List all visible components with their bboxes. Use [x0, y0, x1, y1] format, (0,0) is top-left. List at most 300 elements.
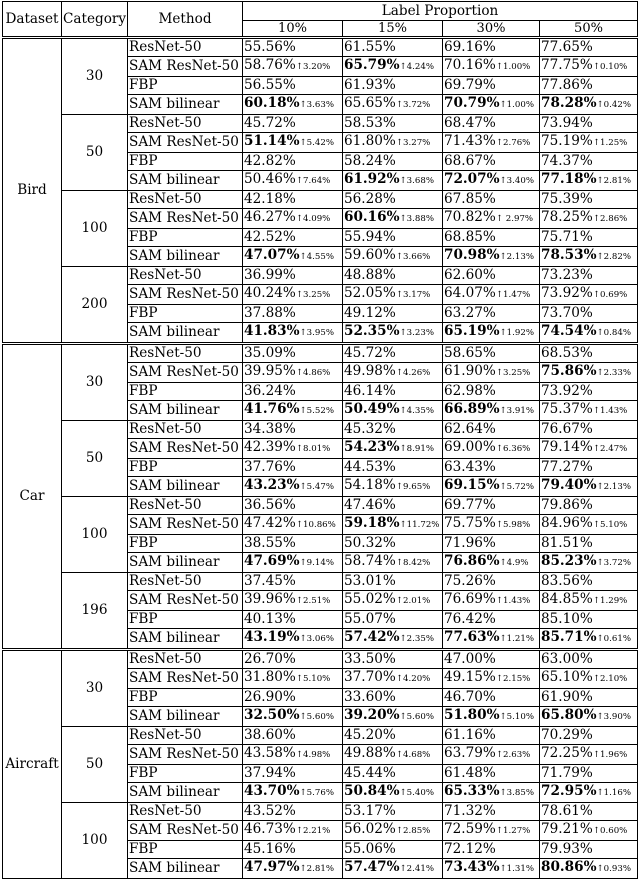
- improvement-delta: ↑ 2.97%: [495, 214, 534, 224]
- improvement-delta: ↑3.25%: [495, 368, 531, 378]
- improvement-delta: ↑3.25%: [295, 290, 331, 300]
- accuracy-value: 76.86%: [444, 553, 500, 569]
- accuracy-value: 51.14%: [244, 133, 300, 149]
- value-cell: [343, 38, 443, 57]
- improvement-delta: ↑2.81%: [596, 176, 631, 186]
- accuracy-value: 49.15%: [444, 669, 496, 685]
- improvement-delta: ↑4.9%: [499, 558, 529, 568]
- accuracy-value: 61.90%: [541, 689, 593, 705]
- proportion-header-15: 15%: [343, 21, 443, 38]
- value-cell: [243, 859, 343, 879]
- accuracy-value: 42.39%: [244, 439, 296, 455]
- value-cell: [443, 323, 540, 344]
- value-cell: [343, 553, 443, 573]
- accuracy-value: 26.70%: [244, 651, 296, 667]
- improvement-delta: ↑4.86%: [295, 368, 331, 378]
- value-cell: [443, 859, 540, 879]
- value-cell: [540, 95, 638, 115]
- accuracy-value: 58.74%: [344, 553, 396, 569]
- method-cell: SAM bilinear: [128, 707, 243, 727]
- value-cell: [243, 229, 343, 247]
- improvement-delta: ↑8.42%: [395, 558, 431, 568]
- value-cell: [443, 115, 540, 133]
- value-cell: [443, 803, 540, 821]
- table-row: [3, 421, 638, 439]
- improvement-delta: ↑3.63%: [299, 100, 334, 110]
- accuracy-value: 36.24%: [244, 383, 296, 399]
- value-cell: [243, 841, 343, 859]
- improvement-delta: ↑4.09%: [295, 214, 331, 224]
- value-cell: [443, 229, 540, 247]
- value-cell: [540, 247, 638, 267]
- accuracy-value: 84.96%: [541, 515, 593, 531]
- accuracy-value: 74.54%: [541, 323, 597, 339]
- value-cell: [343, 133, 443, 153]
- accuracy-value: 61.93%: [344, 77, 396, 93]
- value-cell: [540, 727, 638, 745]
- accuracy-value: 34.38%: [244, 421, 296, 437]
- accuracy-value: 68.53%: [541, 345, 593, 361]
- accuracy-value: 79.14%: [541, 439, 593, 455]
- value-cell: [243, 285, 343, 305]
- accuracy-value: 63.00%: [541, 651, 593, 667]
- improvement-delta: ↑5.98%: [495, 520, 531, 530]
- method-cell: SAM bilinear: [128, 401, 243, 421]
- accuracy-value: 65.65%: [344, 95, 396, 111]
- accuracy-value: 68.47%: [444, 115, 496, 131]
- accuracy-value: 43.19%: [244, 629, 300, 645]
- value-cell: [343, 477, 443, 497]
- accuracy-value: 55.56%: [244, 39, 296, 55]
- value-cell: [243, 745, 343, 765]
- improvement-delta: ↑5.60%: [299, 712, 334, 722]
- method-cell: SAM ResNet-50: [128, 133, 243, 153]
- method-cell: SAM bilinear: [128, 783, 243, 803]
- value-cell: [243, 459, 343, 477]
- accuracy-value: 42.52%: [244, 229, 296, 245]
- improvement-delta: ↑2.82%: [596, 252, 631, 262]
- value-cell: [443, 421, 540, 439]
- value-cell: [443, 401, 540, 421]
- improvement-delta: ↑3.85%: [499, 788, 534, 798]
- accuracy-value: 43.70%: [244, 783, 300, 799]
- method-cell: ResNet-50: [128, 421, 243, 439]
- accuracy-value: 58.65%: [444, 345, 496, 361]
- value-cell: [443, 841, 540, 859]
- value-cell: [343, 229, 443, 247]
- accuracy-value: 60.16%: [344, 209, 400, 225]
- value-cell: [443, 247, 540, 267]
- value-cell: [443, 515, 540, 535]
- method-cell: FBP: [128, 611, 243, 629]
- accuracy-value: 55.94%: [344, 229, 396, 245]
- value-cell: [443, 765, 540, 783]
- improvement-delta: ↑1.43%: [495, 596, 531, 606]
- accuracy-value: 47.46%: [344, 497, 396, 513]
- accuracy-value: 39.20%: [344, 707, 400, 723]
- value-cell: [343, 247, 443, 267]
- improvement-delta: ↑0.61%: [596, 634, 631, 644]
- method-cell: FBP: [128, 305, 243, 323]
- header-row: [3, 2, 638, 21]
- method-cell: SAM ResNet-50: [128, 57, 243, 77]
- value-cell: [243, 497, 343, 515]
- value-cell: [343, 305, 443, 323]
- accuracy-value: 80.86%: [541, 859, 597, 875]
- value-cell: [243, 363, 343, 383]
- value-cell: [243, 611, 343, 629]
- accuracy-value: 45.72%: [244, 115, 296, 131]
- method-header: Method: [128, 2, 243, 38]
- value-cell: [243, 383, 343, 401]
- accuracy-value: 85.23%: [541, 553, 597, 569]
- method-cell: SAM ResNet-50: [128, 209, 243, 229]
- category-header: Category: [62, 2, 128, 38]
- method-cell: ResNet-50: [128, 191, 243, 209]
- accuracy-value: 76.69%: [444, 591, 496, 607]
- value-cell: [540, 459, 638, 477]
- accuracy-value: 79.93%: [541, 841, 593, 857]
- value-cell: [540, 859, 638, 879]
- accuracy-value: 43.23%: [244, 477, 300, 493]
- accuracy-value: 36.99%: [244, 267, 296, 283]
- value-cell: [443, 344, 540, 363]
- value-cell: [540, 669, 638, 689]
- table-row: [3, 727, 638, 745]
- value-cell: [443, 745, 540, 765]
- improvement-delta: ↑2.35%: [399, 634, 434, 644]
- method-cell: SAM bilinear: [128, 629, 243, 650]
- value-cell: [243, 133, 343, 153]
- value-cell: [343, 745, 443, 765]
- value-cell: [443, 305, 540, 323]
- accuracy-value: 61.55%: [344, 39, 396, 55]
- accuracy-value: 58.24%: [344, 153, 396, 169]
- accuracy-value: 71.43%: [444, 133, 496, 149]
- value-cell: [243, 115, 343, 133]
- accuracy-value: 43.52%: [244, 803, 296, 819]
- accuracy-value: 73.94%: [541, 115, 593, 131]
- table-row: [3, 650, 638, 669]
- improvement-delta: ↑2.51%: [295, 596, 331, 606]
- value-cell: [343, 821, 443, 841]
- improvement-delta: ↑1.92%: [499, 328, 534, 338]
- method-cell: ResNet-50: [128, 573, 243, 591]
- table-row: [3, 497, 638, 515]
- improvement-delta: ↑3.95%: [299, 328, 334, 338]
- improvement-delta: ↑0.42%: [596, 100, 631, 110]
- value-cell: [540, 573, 638, 591]
- accuracy-value: 46.73%: [244, 821, 296, 837]
- improvement-delta: ↑6.36%: [495, 444, 531, 454]
- accuracy-value: 61.16%: [444, 727, 496, 743]
- value-cell: [540, 535, 638, 553]
- improvement-delta: ↑4.55%: [299, 252, 334, 262]
- value-cell: [343, 765, 443, 783]
- improvement-delta: ↑2.63%: [495, 750, 531, 760]
- accuracy-value: 79.40%: [541, 477, 597, 493]
- improvement-delta: ↑10.86%: [295, 520, 336, 530]
- accuracy-value: 68.85%: [444, 229, 496, 245]
- value-cell: [540, 841, 638, 859]
- value-cell: [540, 229, 638, 247]
- accuracy-value: 37.70%: [344, 669, 396, 685]
- value-cell: [540, 783, 638, 803]
- accuracy-value: 61.92%: [344, 171, 400, 187]
- value-cell: [243, 689, 343, 707]
- accuracy-value: 42.82%: [244, 153, 296, 169]
- method-cell: ResNet-50: [128, 727, 243, 745]
- improvement-delta: ↑1.96%: [592, 750, 628, 760]
- method-cell: SAM bilinear: [128, 477, 243, 497]
- accuracy-value: 69.16%: [444, 39, 496, 55]
- accuracy-value: 72.07%: [444, 171, 500, 187]
- improvement-delta: ↑2.10%: [592, 674, 628, 684]
- accuracy-value: 37.94%: [244, 765, 296, 781]
- value-cell: [343, 115, 443, 133]
- improvement-delta: ↑5.52%: [299, 406, 334, 416]
- improvement-delta: ↑2.13%: [499, 252, 534, 262]
- improvement-delta: ↑2.15%: [495, 674, 531, 684]
- method-cell: SAM ResNet-50: [128, 363, 243, 383]
- improvement-delta: ↑0.84%: [596, 328, 631, 338]
- improvement-delta: ↑11.72%: [399, 520, 440, 530]
- accuracy-value: 52.05%: [344, 285, 396, 301]
- value-cell: [443, 77, 540, 95]
- value-cell: [343, 363, 443, 383]
- value-cell: [443, 707, 540, 727]
- dataset-header: Dataset: [3, 2, 62, 38]
- value-cell: [343, 421, 443, 439]
- improvement-delta: ↑4.68%: [395, 750, 431, 760]
- dataset-cell: Car: [3, 344, 62, 650]
- value-cell: [443, 57, 540, 77]
- value-cell: [540, 689, 638, 707]
- accuracy-value: 44.53%: [344, 459, 396, 475]
- improvement-delta: ↑2.86%: [592, 214, 628, 224]
- accuracy-value: 38.60%: [244, 727, 296, 743]
- results-table: [2, 1, 638, 879]
- improvement-delta: ↑0.10%: [592, 62, 628, 72]
- accuracy-value: 48.88%: [344, 267, 396, 283]
- accuracy-value: 41.76%: [244, 401, 300, 417]
- method-cell: SAM ResNet-50: [128, 515, 243, 535]
- accuracy-value: 56.02%: [344, 821, 396, 837]
- value-cell: [540, 439, 638, 459]
- value-cell: [243, 515, 343, 535]
- value-cell: [540, 267, 638, 285]
- accuracy-value: 70.82%: [444, 209, 496, 225]
- improvement-delta: ↑3.23%: [399, 328, 434, 338]
- improvement-delta: ↑4.20%: [395, 674, 431, 684]
- value-cell: [243, 783, 343, 803]
- improvement-delta: ↑2.01%: [395, 596, 431, 606]
- value-cell: [243, 765, 343, 783]
- value-cell: [343, 727, 443, 745]
- accuracy-value: 33.50%: [344, 651, 396, 667]
- value-cell: [343, 650, 443, 669]
- accuracy-value: 63.43%: [444, 459, 496, 475]
- improvement-delta: ↑2.13%: [596, 482, 631, 492]
- value-cell: [343, 285, 443, 305]
- accuracy-value: 75.86%: [541, 363, 597, 379]
- value-cell: [243, 171, 343, 191]
- accuracy-value: 67.85%: [444, 191, 496, 207]
- value-cell: [243, 439, 343, 459]
- accuracy-value: 50.84%: [344, 783, 400, 799]
- value-cell: [243, 629, 343, 650]
- value-cell: [540, 553, 638, 573]
- value-cell: [443, 477, 540, 497]
- value-cell: [540, 707, 638, 727]
- value-cell: [343, 841, 443, 859]
- accuracy-value: 74.37%: [541, 153, 593, 169]
- value-cell: [343, 803, 443, 821]
- value-cell: [243, 191, 343, 209]
- improvement-delta: ↑3.40%: [499, 176, 534, 186]
- value-cell: [343, 95, 443, 115]
- accuracy-value: 52.35%: [344, 323, 400, 339]
- value-cell: [540, 171, 638, 191]
- improvement-delta: ↑9.65%: [395, 482, 431, 492]
- value-cell: [443, 497, 540, 515]
- improvement-delta: ↑5.42%: [299, 138, 334, 148]
- value-cell: [343, 689, 443, 707]
- dataset-cell: Bird: [3, 38, 62, 344]
- value-cell: [343, 191, 443, 209]
- accuracy-value: 54.23%: [344, 439, 400, 455]
- value-cell: [540, 515, 638, 535]
- accuracy-value: 31.80%: [244, 669, 296, 685]
- value-cell: [540, 344, 638, 363]
- value-cell: [540, 77, 638, 95]
- improvement-delta: ↑2.76%: [495, 138, 531, 148]
- value-cell: [540, 305, 638, 323]
- accuracy-value: 62.64%: [444, 421, 496, 437]
- accuracy-value: 63.79%: [444, 745, 496, 761]
- value-cell: [343, 267, 443, 285]
- accuracy-value: 47.42%: [244, 515, 296, 531]
- improvement-delta: ↑0.60%: [592, 826, 628, 836]
- accuracy-value: 50.46%: [244, 171, 296, 187]
- category-cell: 100: [62, 497, 128, 573]
- improvement-delta: ↑3.91%: [499, 406, 534, 416]
- value-cell: [443, 439, 540, 459]
- value-cell: [540, 401, 638, 421]
- value-cell: [443, 821, 540, 841]
- value-cell: [540, 591, 638, 611]
- value-cell: [443, 783, 540, 803]
- accuracy-value: 73.92%: [541, 285, 593, 301]
- category-cell: 30: [62, 38, 128, 115]
- accuracy-value: 71.79%: [541, 765, 593, 781]
- improvement-delta: ↑1.16%: [596, 788, 631, 798]
- value-cell: [343, 669, 443, 689]
- method-cell: SAM ResNet-50: [128, 285, 243, 305]
- value-cell: [443, 553, 540, 573]
- accuracy-value: 70.29%: [541, 727, 593, 743]
- improvement-delta: ↑5.10%: [592, 520, 628, 530]
- improvement-delta: ↑4.98%: [295, 750, 331, 760]
- accuracy-value: 55.02%: [344, 591, 396, 607]
- accuracy-value: 33.60%: [344, 689, 396, 705]
- value-cell: [243, 421, 343, 439]
- value-cell: [343, 401, 443, 421]
- improvement-delta: ↑5.47%: [299, 482, 334, 492]
- value-cell: [243, 344, 343, 363]
- table-row: [3, 803, 638, 821]
- method-cell: ResNet-50: [128, 650, 243, 669]
- accuracy-value: 49.12%: [344, 305, 396, 321]
- value-cell: [343, 459, 443, 477]
- value-cell: [443, 267, 540, 285]
- improvement-delta: ↑1.43%: [592, 406, 628, 416]
- value-cell: [243, 57, 343, 77]
- accuracy-value: 59.60%: [344, 247, 396, 263]
- improvement-delta: ↑5.10%: [499, 712, 534, 722]
- accuracy-value: 75.37%: [541, 401, 593, 417]
- improvement-delta: ↑8.91%: [399, 444, 434, 454]
- improvement-delta: ↑2.21%: [295, 826, 331, 836]
- accuracy-value: 70.98%: [444, 247, 500, 263]
- accuracy-value: 61.48%: [444, 765, 496, 781]
- value-cell: [243, 573, 343, 591]
- value-cell: [343, 783, 443, 803]
- accuracy-value: 72.59%: [444, 821, 496, 837]
- accuracy-value: 71.32%: [444, 803, 496, 819]
- value-cell: [540, 821, 638, 841]
- accuracy-value: 78.53%: [541, 247, 597, 263]
- accuracy-value: 57.42%: [344, 629, 400, 645]
- accuracy-value: 65.79%: [344, 57, 400, 73]
- label-proportion-header: Label Proportion: [243, 2, 638, 21]
- value-cell: [540, 497, 638, 515]
- value-cell: [243, 247, 343, 267]
- value-cell: [443, 459, 540, 477]
- accuracy-value: 85.71%: [541, 629, 597, 645]
- accuracy-value: 55.07%: [344, 611, 396, 627]
- accuracy-value: 46.14%: [344, 383, 396, 399]
- accuracy-value: 72.25%: [541, 745, 593, 761]
- improvement-delta: ↑4.24%: [399, 62, 434, 72]
- accuracy-value: 69.77%: [444, 497, 496, 513]
- value-cell: [243, 95, 343, 115]
- method-cell: FBP: [128, 535, 243, 553]
- method-cell: SAM bilinear: [128, 171, 243, 191]
- accuracy-value: 73.43%: [444, 859, 500, 875]
- value-cell: [243, 650, 343, 669]
- accuracy-value: 50.32%: [344, 535, 396, 551]
- value-cell: [443, 153, 540, 171]
- accuracy-value: 45.72%: [344, 345, 396, 361]
- method-cell: ResNet-50: [128, 38, 243, 57]
- table-row: [3, 267, 638, 285]
- value-cell: [540, 115, 638, 133]
- category-cell: 100: [62, 191, 128, 267]
- accuracy-value: 61.80%: [344, 133, 396, 149]
- value-cell: [540, 611, 638, 629]
- value-cell: [443, 171, 540, 191]
- accuracy-value: 45.20%: [344, 727, 396, 743]
- improvement-delta: ↑4.26%: [395, 368, 431, 378]
- value-cell: [540, 133, 638, 153]
- improvement-delta: ↑2.33%: [596, 368, 631, 378]
- value-cell: [243, 401, 343, 421]
- value-cell: [540, 323, 638, 344]
- value-cell: [343, 707, 443, 727]
- method-cell: SAM ResNet-50: [128, 439, 243, 459]
- value-cell: [443, 727, 540, 745]
